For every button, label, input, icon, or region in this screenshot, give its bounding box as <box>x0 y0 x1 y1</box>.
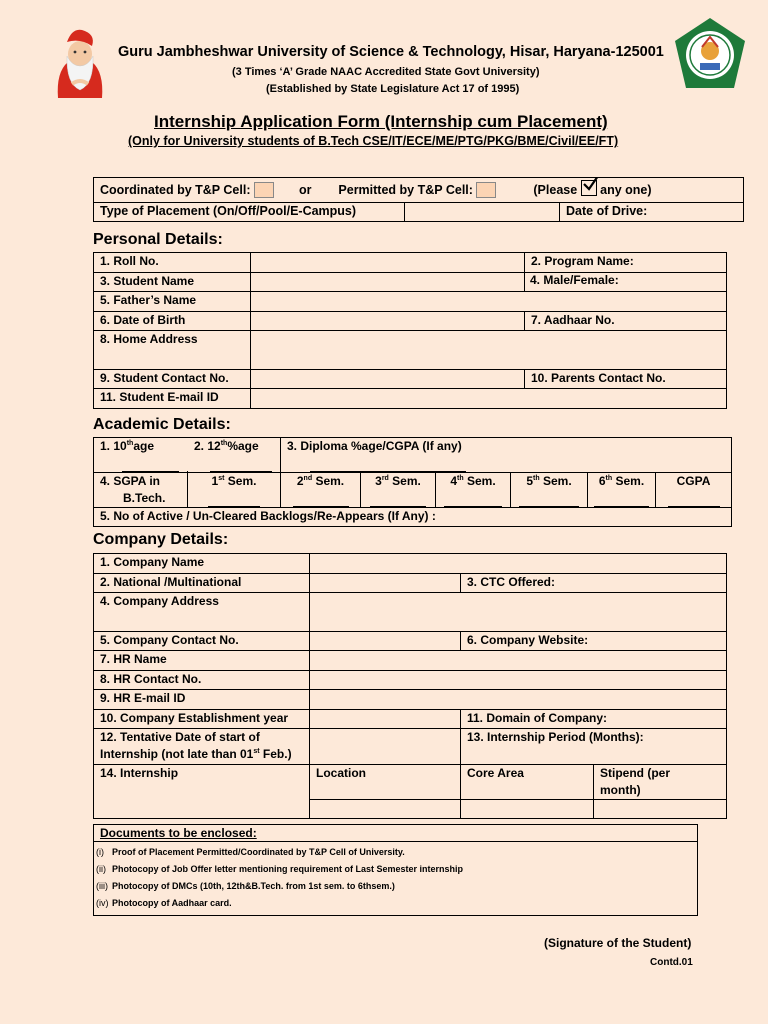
contd-label: Contd.01 <box>650 957 693 968</box>
father-name-field[interactable] <box>251 292 727 312</box>
national-label: 2. National /Multinational <box>94 574 310 593</box>
academic-table <box>93 437 732 527</box>
company-address-field[interactable] <box>310 593 727 632</box>
dob-field[interactable] <box>251 312 525 331</box>
documents-heading: Documents to be enclosed: <box>94 825 698 842</box>
university-seal <box>672 17 748 91</box>
saint-portrait-logo <box>52 28 108 100</box>
accreditation-line: (3 Times ‘A’ Grade NAAC Accredited State Govt University) <box>232 66 540 78</box>
dob-label: 6. Date of Birth <box>94 312 251 331</box>
company-contact-field[interactable] <box>310 632 461 651</box>
signature-label: (Signature of the Student) <box>544 936 692 950</box>
ctc-label: 3. CTC Offered: <box>461 574 727 593</box>
documents-list <box>94 842 698 916</box>
internship-period-label: 13. Internship Period (Months): <box>461 729 727 765</box>
aadhaar-label: 7. Aadhaar No. <box>525 312 727 331</box>
company-contact-label: 5. Company Contact No. <box>94 632 310 651</box>
twelfth-cell[interactable] <box>188 438 281 473</box>
document-item: (i) Proof of Placement Permitted/Coordinated by T&P Cell of University. <box>96 847 405 857</box>
internship-label: 14. Internship <box>94 765 310 819</box>
coordinated-label: Coordinated by T&P Cell: <box>100 182 251 197</box>
personal-details-heading: Personal Details: <box>93 231 223 248</box>
sem-cell[interactable]: 5th Sem. <box>511 473 588 508</box>
stipend-field[interactable] <box>594 800 727 819</box>
company-details-heading: Company Details: <box>93 531 229 548</box>
placement-type-field[interactable] <box>405 203 560 222</box>
program-label: 2. Program Name: <box>525 253 727 273</box>
sem-cell[interactable]: 1st Sem. <box>188 473 281 508</box>
coordinated-checkbox[interactable] <box>254 182 274 198</box>
sem-cell[interactable]: 4th Sem. <box>436 473 511 508</box>
home-address-field[interactable] <box>251 331 727 370</box>
tentative-date-label: 12. Tentative Date of start of Internship (not late than 01st Feb.) <box>94 729 310 765</box>
location-field[interactable] <box>310 800 461 819</box>
domain-label: 11. Domain of Company: <box>461 710 727 729</box>
sem-cell[interactable]: 6th Sem. <box>588 473 656 508</box>
student-email-label: 11. Student E-mail ID <box>94 389 251 409</box>
student-contact-label: 9. Student Contact No. <box>94 370 251 389</box>
date-of-drive-label: Date of Drive: <box>560 203 744 222</box>
permitted-checkbox[interactable] <box>476 182 496 198</box>
checkmark-icon <box>581 180 597 196</box>
tenth-suffix: age <box>133 439 154 453</box>
national-field[interactable] <box>310 574 461 593</box>
core-area-label: Core Area <box>461 765 594 800</box>
established-line: (Established by State Legislature Act 17 of 1995) <box>266 83 520 95</box>
tenth-cell[interactable] <box>94 438 188 473</box>
diploma-cell[interactable] <box>281 438 732 473</box>
parents-contact-label: 10. Parents Contact No. <box>525 370 727 389</box>
tenth-sup: th <box>126 440 134 447</box>
twelfth-suffix: %age <box>227 439 259 453</box>
gender-cell <box>524 272 525 291</box>
home-address-label: 8. Home Address <box>94 331 251 370</box>
hr-contact-label: 8. HR Contact No. <box>94 671 310 690</box>
core-area-field[interactable] <box>461 800 594 819</box>
form-title: Internship Application Form (Internship cum Placement) <box>154 112 608 131</box>
sem-cell[interactable]: 3rd Sem. <box>361 473 436 508</box>
placement-table <box>93 177 744 222</box>
stipend-label: Stipend (per month) <box>594 765 727 800</box>
cgpa-label: CGPA <box>676 474 711 488</box>
documents-table <box>93 824 698 916</box>
any-one-label: any one) <box>600 182 652 197</box>
company-name-field[interactable] <box>310 554 727 574</box>
student-name-field[interactable] <box>251 273 525 292</box>
cgpa-cell[interactable] <box>656 473 732 508</box>
form-subtitle: (Only for University students of B.Tech CSE/IT/ECE/ME/PTG/PKG/BME/Civil/EE/FT) <box>128 134 619 148</box>
company-table <box>93 553 727 819</box>
twelfth-sup: th <box>220 440 228 447</box>
student-name-label: 3. Student Name <box>94 273 251 292</box>
hr-contact-field[interactable] <box>310 671 727 690</box>
company-name-label: 1. Company Name <box>94 554 310 574</box>
est-year-label: 10. Company Establishment year <box>94 710 310 729</box>
sem-cell[interactable]: 2nd Sem. <box>281 473 361 508</box>
father-name-label: 5. Father’s Name <box>94 292 251 312</box>
hr-email-label: 9. HR E-mail ID <box>94 690 310 710</box>
or-label: or <box>298 182 312 197</box>
hr-name-label: 7. HR Name <box>94 651 310 671</box>
university-name: Guru Jambheshwar University of Science & Technology, Hisar, Haryana-125001 <box>118 44 664 60</box>
tentative-date-field[interactable] <box>310 729 461 765</box>
student-email-field[interactable] <box>251 389 727 409</box>
backlogs-label[interactable]: 5. No of Active / Un-Cleared Backlogs/Re-Appears (If Any) : <box>94 508 732 527</box>
personal-table <box>93 252 727 409</box>
twelfth-label: 2. 12 <box>194 439 221 453</box>
document-item: (iv) Photocopy of Aadhaar card. <box>96 898 232 908</box>
company-website-label: 6. Company Website: <box>461 632 727 651</box>
sgpa-row <box>94 473 732 508</box>
gender-label: 4. Male/Female: <box>530 273 619 287</box>
please-label: (Please <box>533 182 578 197</box>
academic-details-heading: Academic Details: <box>93 416 231 433</box>
roll-field[interactable] <box>251 253 525 273</box>
est-year-field[interactable] <box>310 710 461 729</box>
roll-label: 1. Roll No. <box>94 253 251 273</box>
permitted-label: Permitted by T&P Cell: <box>338 182 473 197</box>
document-item: (ii) Photocopy of Job Offer letter mentioning requirement of Last Semester internship <box>96 864 464 874</box>
student-contact-field[interactable] <box>251 370 525 389</box>
hr-email-field[interactable] <box>310 690 727 710</box>
placement-type-label: Type of Placement (On/Off/Pool/E-Campus) <box>94 203 405 222</box>
document-item: (iii) Photocopy of DMCs (10th, 12th&B.Tech. from 1st sem. to 6thsem.) <box>96 881 395 891</box>
sgpa-label: 4. SGPA in B.Tech. <box>94 473 188 508</box>
location-label: Location <box>310 765 461 800</box>
tenth-label: 1. 10 <box>100 439 127 453</box>
company-address-label: 4. Company Address <box>94 593 310 632</box>
hr-name-field[interactable] <box>310 651 727 671</box>
diploma-label: 3. Diploma %age/CGPA (If any) <box>287 439 462 453</box>
